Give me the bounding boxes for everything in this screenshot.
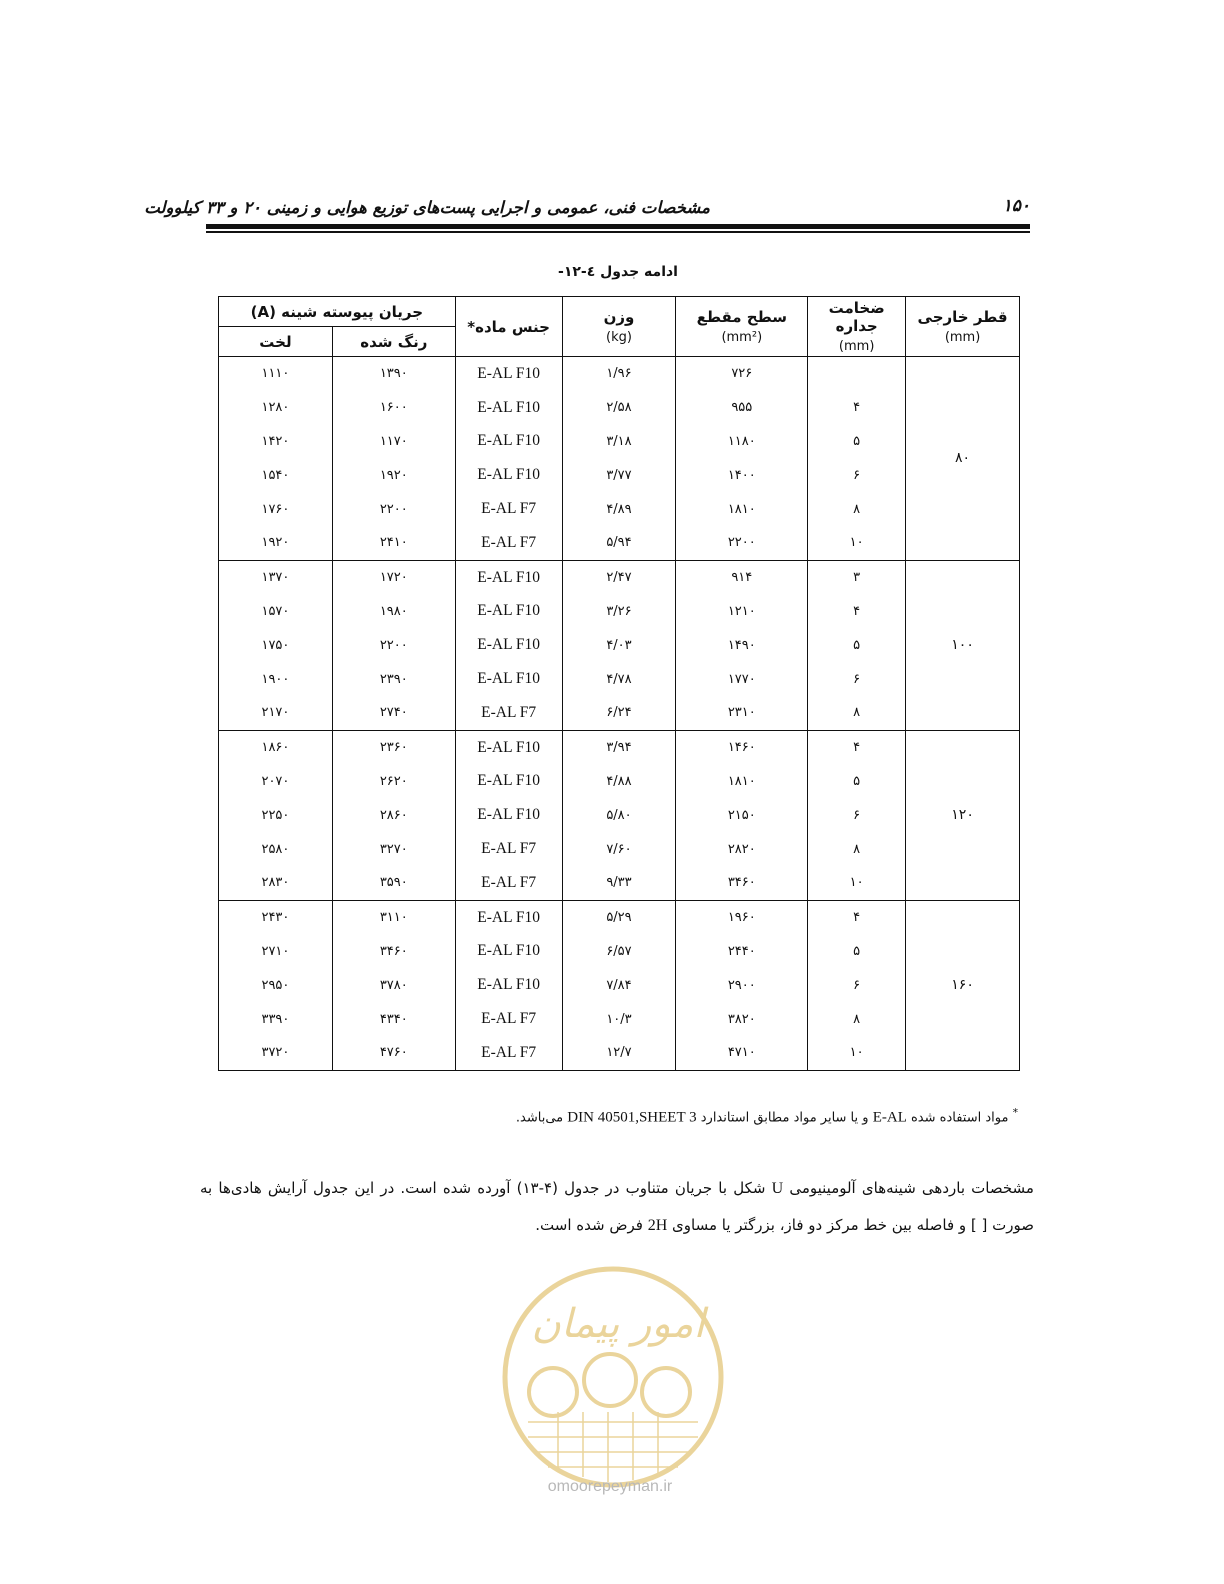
table-row [219,832,1020,866]
cell-current-painted: ۲۸۶۰ [332,798,455,832]
cell-weight: ۷/۶۰ [562,832,676,866]
cell-current-painted: ۲۲۰۰ [332,628,455,662]
cell-thickness [808,357,906,391]
page-number: ۱۵۰ [1002,196,1030,216]
table-row [219,968,1020,1002]
cell-material: E-AL F7 [455,1002,562,1036]
cell-material: E-AL F10 [455,628,562,662]
cell-current-painted: ۱۶۰۰ [332,391,455,425]
cell-weight: ۵/۲۹ [562,900,676,934]
table-row [219,357,1020,391]
cell-material: E-AL F7 [455,832,562,866]
cell-current-painted: ۴۳۴۰ [332,1002,455,1036]
cell-current-bare: ۱۸۶۰ [219,730,333,764]
cell-area: ۱۹۶۰ [676,900,808,934]
cell-material: E-AL F10 [455,662,562,696]
cell-current-painted: ۱۱۷۰ [332,425,455,459]
cell-thickness: ۶ [808,968,906,1002]
cell-current-bare: ۲۰۷۰ [219,765,333,799]
cell-area: ۱۴۶۰ [676,730,808,764]
cell-current-painted: ۱۹۲۰ [332,458,455,492]
cell-material: E-AL F10 [455,900,562,934]
cell-thickness: ۴ [808,391,906,425]
cell-current-painted: ۳۲۷۰ [332,832,455,866]
table-row [219,425,1020,459]
cell-current-bare: ۱۷۶۰ [219,492,333,526]
cell-weight: ۳/۱۸ [562,425,676,459]
cell-material: E-AL F7 [455,1036,562,1070]
cell-thickness: ۳ [808,560,906,594]
cell-current-bare: ۱۹۲۰ [219,526,333,560]
table-row [219,798,1020,832]
cell-current-painted: ۳۷۸۰ [332,968,455,1002]
cell-area: ۱۱۸۰ [676,425,808,459]
cell-current-bare: ۲۷۱۰ [219,935,333,969]
header-rule-thin [206,231,1030,233]
header-wall-thickness: ضخامت جداره (mm) [808,297,906,357]
table-row [219,628,1020,662]
cell-current-painted: ۲۴۱۰ [332,526,455,560]
cell-area: ۷۲۶ [676,357,808,391]
cell-area: ۱۴۰۰ [676,458,808,492]
cell-current-bare: ۱۷۵۰ [219,628,333,662]
header-painted: رنگ شده [332,327,455,357]
table-row [219,526,1020,560]
cell-area: ۱۸۱۰ [676,492,808,526]
cell-area: ۱۸۱۰ [676,765,808,799]
cell-current-painted: ۴۷۶۰ [332,1036,455,1070]
cell-weight: ۵/۸۰ [562,798,676,832]
cell-current-painted: ۱۳۹۰ [332,357,455,391]
cell-weight: ۶/۵۷ [562,935,676,969]
cell-current-bare: ۲۲۵۰ [219,798,333,832]
header-wall-thickness-unit: (mm) [838,339,875,354]
header-bare: لخت [219,327,333,357]
page-header [144,192,1030,226]
table-row [219,866,1020,900]
cell-area: ۲۸۲۰ [676,832,808,866]
cell-thickness: ۸ [808,492,906,526]
cell-weight: ۴/۰۳ [562,628,676,662]
cell-thickness: ۶ [808,662,906,696]
cell-area: ۱۲۱۰ [676,595,808,629]
cell-current-painted: ۲۲۰۰ [332,492,455,526]
cell-material: E-AL F10 [455,425,562,459]
cell-area: ۲۱۵۰ [676,798,808,832]
cell-weight: ۴/۸۹ [562,492,676,526]
table-row [219,458,1020,492]
cell-current-bare: ۱۹۰۰ [219,662,333,696]
cell-thickness: ۵ [808,935,906,969]
cell-thickness: ۴ [808,730,906,764]
cell-weight: ۶/۲۴ [562,696,676,730]
cell-outer-diameter: ۸۰ [906,357,1020,561]
watermark-site: omoorepeyman.ir [547,1478,673,1495]
table-row [219,900,1020,934]
cell-material: E-AL F10 [455,765,562,799]
table-caption: ادامه جدول ٤-١٢- [558,264,678,280]
cell-current-bare: ۱۵۴۰ [219,458,333,492]
table-header-row [219,297,1020,327]
cell-thickness: ۴ [808,900,906,934]
cell-thickness: ۴ [808,595,906,629]
cell-current-bare: ۲۴۳۰ [219,900,333,934]
cell-weight: ۱/۹۶ [562,357,676,391]
cell-area: ۱۴۹۰ [676,628,808,662]
cell-material: E-AL F10 [455,560,562,594]
body-paragraph: مشخصات باردهی شینه‌های آلومینیومی U شکل با جریان متناوب در جدول (۴-۱۳) آورده شده است. در این جدول آرایش هادی‌ها به صورت [ ] و فاصله بین خط مرکز دو فاز، بزرگتر یا مساوی 2H فرض شده است. [200,1179,1034,1234]
cell-material: E-AL F10 [455,391,562,425]
cell-current-bare: ۱۲۸۰ [219,391,333,425]
watermark-logo [498,1262,728,1512]
busbar-spec-table [218,296,1020,1071]
header-material: جنس ماده* [455,297,562,357]
cell-current-painted: ۳۵۹۰ [332,866,455,900]
cell-current-painted: ۲۳۹۰ [332,662,455,696]
cell-area: ۹۵۵ [676,391,808,425]
cell-current-painted: ۱۷۲۰ [332,560,455,594]
cell-outer-diameter: ۱۶۰ [906,900,1020,1070]
cell-material: E-AL F7 [455,492,562,526]
cell-thickness: ۶ [808,458,906,492]
cell-area: ۲۹۰۰ [676,968,808,1002]
cell-outer-diameter: ۱۰۰ [906,560,1020,730]
table-row [219,662,1020,696]
cell-material: E-AL F10 [455,968,562,1002]
table-row [219,730,1020,764]
cell-current-bare: ۲۸۳۰ [219,866,333,900]
header-outer-diameter-unit: (mm) [944,330,981,345]
cell-current-bare: ۱۵۷۰ [219,595,333,629]
cell-thickness: ۱۰ [808,866,906,900]
cell-area: ۴۷۱۰ [676,1036,808,1070]
header-cross-section-unit: (mm²) [721,330,763,345]
cell-material: E-AL F10 [455,357,562,391]
cell-material: E-AL F7 [455,696,562,730]
watermark-logo-text: امور پیمان [531,1301,705,1347]
table-body [219,357,1020,1071]
cell-outer-diameter: ۱۲۰ [906,730,1020,900]
header-continuous-current: جریان پیوسته شینه (A) [219,297,456,327]
cell-current-bare: ۱۴۲۰ [219,425,333,459]
cell-weight: ۴/۷۸ [562,662,676,696]
cell-weight: ۵/۹۴ [562,526,676,560]
cell-thickness: ۵ [808,425,906,459]
cell-weight: ۴/۸۸ [562,765,676,799]
cell-material: E-AL F7 [455,526,562,560]
header-weight-unit: (kg) [606,330,632,345]
cell-area: ۱۷۷۰ [676,662,808,696]
cell-material: E-AL F7 [455,866,562,900]
header-weight: وزن (kg) [562,297,676,357]
header-rule-thick [206,224,1030,229]
cell-weight: ۲/۴۷ [562,560,676,594]
cell-current-bare: ۲۱۷۰ [219,696,333,730]
cell-current-painted: ۲۶۲۰ [332,765,455,799]
cell-thickness: ۱۰ [808,1036,906,1070]
cell-current-painted: ۱۹۸۰ [332,595,455,629]
table-row [219,935,1020,969]
cell-thickness: ۸ [808,1002,906,1036]
cell-current-bare: ۱۱۱۰ [219,357,333,391]
cell-current-painted: ۳۱۱۰ [332,900,455,934]
cell-thickness: ۸ [808,832,906,866]
cell-area: ۲۴۴۰ [676,935,808,969]
table-row [219,1036,1020,1070]
cell-current-bare: ۱۳۷۰ [219,560,333,594]
cell-material: E-AL F10 [455,595,562,629]
running-title: مشخصات فنی، عمومی و اجرایی پست‌های توزیع هوایی و زمینی ۲۰ و ۳۳ کیلوولت [144,198,710,217]
cell-weight: ۲/۵۸ [562,391,676,425]
table-row [219,1002,1020,1036]
header-outer-diameter: قطر خارجی (mm) [906,297,1020,357]
table-row [219,765,1020,799]
cell-current-bare: ۲۹۵۰ [219,968,333,1002]
table-row [219,492,1020,526]
cell-material: E-AL F10 [455,798,562,832]
cell-weight: ۷/۸۴ [562,968,676,1002]
cell-weight: ۱۲/۷ [562,1036,676,1070]
cell-current-bare: ۲۵۸۰ [219,832,333,866]
cell-current-bare: ۳۷۲۰ [219,1036,333,1070]
cell-area: ۳۸۲۰ [676,1002,808,1036]
cell-material: E-AL F10 [455,730,562,764]
cell-current-painted: ۳۴۶۰ [332,935,455,969]
cell-weight: ۳/۹۴ [562,730,676,764]
table-row [219,560,1020,594]
table-row [219,595,1020,629]
cell-thickness: ۸ [808,696,906,730]
cell-thickness: ۶ [808,798,906,832]
cell-current-bare: ۳۳۹۰ [219,1002,333,1036]
cell-weight: ۹/۳۳ [562,866,676,900]
cell-weight: ۳/۷۷ [562,458,676,492]
cell-thickness: ۵ [808,765,906,799]
table-footnote: * مواد استفاده شده E-AL و یا سایر مواد مطابق استاندارد DIN 40501,SHEET 3 می‌باشد. [515,1106,1018,1126]
cell-thickness: ۱۰ [808,526,906,560]
table-row [219,391,1020,425]
table-row [219,696,1020,730]
header-cross-section: سطح مقطع (mm²) [676,297,808,357]
cell-current-painted: ۲۳۶۰ [332,730,455,764]
cell-area: ۲۳۱۰ [676,696,808,730]
cell-weight: ۳/۲۶ [562,595,676,629]
cell-material: E-AL F10 [455,458,562,492]
cell-area: ۳۴۶۰ [676,866,808,900]
cell-thickness: ۵ [808,628,906,662]
cell-weight: ۱۰/۳ [562,1002,676,1036]
cell-material: E-AL F10 [455,935,562,969]
cell-area: ۹۱۴ [676,560,808,594]
cell-area: ۲۲۰۰ [676,526,808,560]
cell-current-painted: ۲۷۴۰ [332,696,455,730]
